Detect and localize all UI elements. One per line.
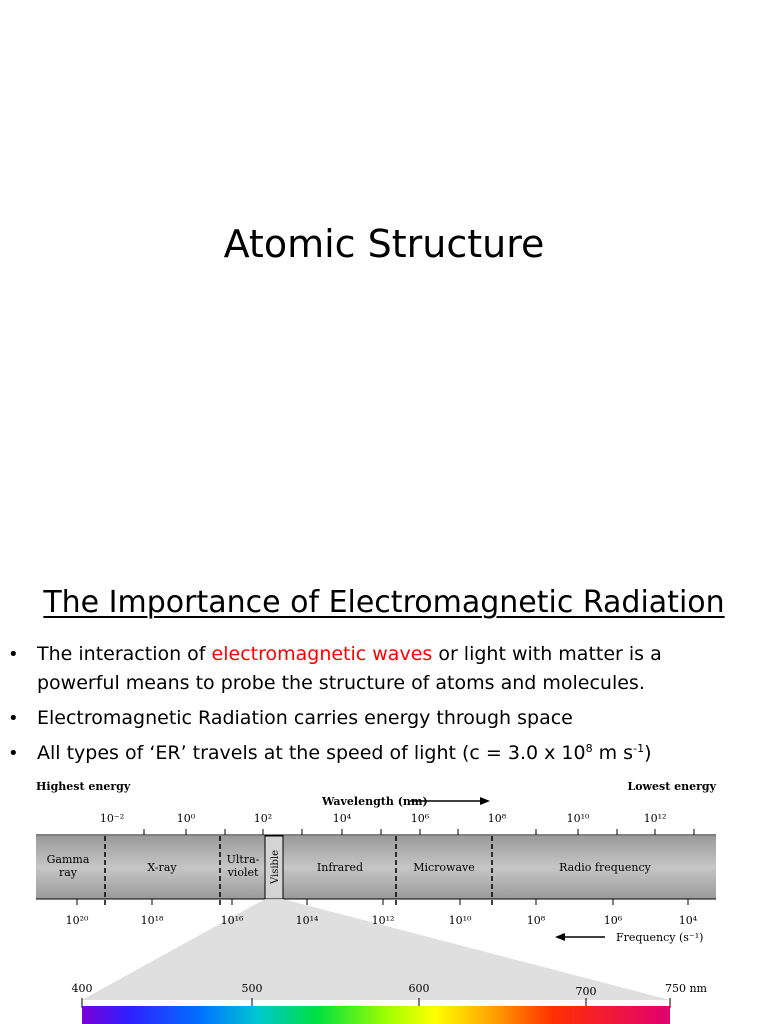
bullet-text-part: or light with matter is a powerful means to probe the structure of atoms and molecules. xyxy=(37,643,662,694)
frequency-tick-marks xyxy=(77,899,688,905)
frequency-tick: 10¹⁸ xyxy=(140,914,164,927)
visible-tick: 750 nm xyxy=(664,982,708,995)
wavelength-tick: 10⁶ xyxy=(410,812,430,825)
wavelength-tick-labels xyxy=(100,812,667,825)
bullet-item-interaction xyxy=(0,640,768,698)
region-label: Ultra- xyxy=(226,853,260,866)
visible-tick: 700 xyxy=(575,985,597,998)
region-label: Radio frequency xyxy=(559,861,651,874)
region-label: Infrared xyxy=(316,861,364,874)
wavelength-tick: 10⁰ xyxy=(176,812,196,825)
region-label: Microwave xyxy=(413,861,475,874)
bullet-item-energy xyxy=(0,704,768,733)
bullet-text-part: The interaction of xyxy=(37,643,212,665)
wavelength-tick: 10⁸ xyxy=(487,812,507,825)
frequency-tick-labels xyxy=(66,914,698,927)
frequency-tick: 10¹⁰ xyxy=(448,914,472,927)
visible-tick: 500 xyxy=(241,982,263,995)
em-spectrum-diagram xyxy=(0,772,768,1024)
wavelength-tick-marks xyxy=(144,829,694,835)
region-label: Gamma xyxy=(46,853,90,866)
frequency-arrowhead-icon xyxy=(555,933,565,941)
lowest-energy-label: Lowest energy xyxy=(627,780,716,793)
frequency-tick: 10¹² xyxy=(371,914,395,927)
wavelength-tick: 10⁴ xyxy=(332,812,352,825)
region-label: ray xyxy=(58,866,78,879)
visible-tick: 600 xyxy=(408,982,430,995)
exponent: -1 xyxy=(633,742,645,755)
frequency-axis-label: Frequency (s⁻¹) xyxy=(616,931,704,944)
bullet-list xyxy=(0,640,768,774)
highest-energy-label: Highest energy xyxy=(36,780,131,793)
wavelength-arrowhead-icon xyxy=(480,797,490,805)
exponent: 8 xyxy=(585,742,593,755)
wavelength-tick: 10¹² xyxy=(643,812,667,825)
bullet-text-part: All types of ‘ER’ travels at the speed of light (c = 3.0 x 10 xyxy=(37,742,586,764)
highlighted-term: electromagnetic waves xyxy=(211,643,433,665)
bullet-text-part: ) xyxy=(644,742,652,764)
frequency-tick: 10¹⁴ xyxy=(295,914,319,927)
bullet-item-speed xyxy=(0,739,768,768)
wavelength-axis-label: Wavelength (nm) xyxy=(322,795,428,808)
section-heading: The Importance of Electromagnetic Radiation xyxy=(43,585,725,620)
visible-tick: 400 xyxy=(71,982,93,995)
frequency-tick: 10¹⁶ xyxy=(220,914,244,927)
frequency-tick: 10²⁰ xyxy=(65,914,89,927)
frequency-tick: 10⁴ xyxy=(678,914,698,927)
slide-title: Atomic Structure xyxy=(223,222,545,266)
wavelength-tick: 10⁻² xyxy=(99,812,125,825)
region-label: X-ray xyxy=(147,861,177,874)
wavelength-tick: 10² xyxy=(253,812,273,825)
wavelength-tick: 10¹⁰ xyxy=(566,812,590,825)
region-label: violet xyxy=(227,866,259,879)
bullet-text-part: m s xyxy=(592,742,634,764)
frequency-tick: 10⁸ xyxy=(526,914,546,927)
bullet-text-part: Electromagnetic Radiation carries energy through space xyxy=(37,707,573,729)
frequency-tick: 10⁶ xyxy=(603,914,623,927)
visible-rainbow-bar xyxy=(82,1006,670,1024)
region-label-visible: Visible xyxy=(270,849,281,885)
